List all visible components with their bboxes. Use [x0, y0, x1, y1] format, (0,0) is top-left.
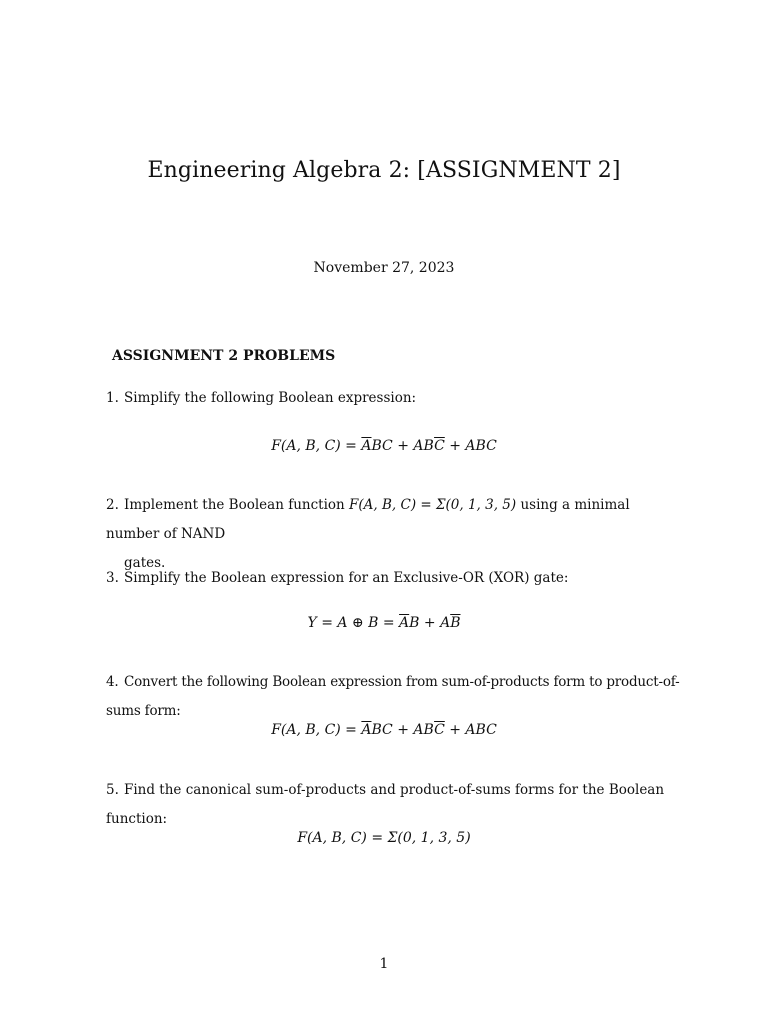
- document-title: Engineering Algebra 2: [ASSIGNMENT 2]: [147, 158, 621, 183]
- equation-term: B + A: [409, 615, 451, 631]
- problem-3-equation: [0, 615, 768, 631]
- equation-term: + ABC: [444, 722, 497, 738]
- overlined-term: $\overline{A}$: [361, 722, 372, 738]
- equation-lhs: F(A, B, C) =: [271, 722, 362, 738]
- problem-text: Implement the Boolean function: [124, 497, 350, 513]
- problem-text: Convert the following Boolean expression from sum-of-products form to product-of-sums form:: [106, 674, 680, 719]
- page-number: 1: [379, 956, 389, 972]
- problem-1: [106, 384, 686, 413]
- equation-term: BC + AB: [371, 438, 435, 454]
- document-date: November 27, 2023: [313, 260, 455, 276]
- problem-text: Find the canonical sum-of-products and product-of-sums forms for the Boolean function:: [106, 782, 665, 827]
- overlined-term: $\overline{B}$: [450, 615, 461, 631]
- equation-term: BC + AB: [371, 722, 435, 738]
- equation-lhs: F(A, B, C) =: [271, 438, 362, 454]
- problem-5: [106, 776, 706, 834]
- equation-term: + ABC: [444, 438, 497, 454]
- problem-number: 2.: [106, 497, 119, 513]
- overlined-term: $\overline{C}$: [434, 722, 445, 738]
- problem-text-continued: gates.: [124, 555, 166, 571]
- problem-5-equation: F(A, B, C) = Σ(0, 1, 3, 5): [297, 830, 471, 846]
- problem-3: [106, 564, 686, 593]
- overlined-term: $\overline{A}$: [399, 615, 410, 631]
- problem-text: Simplify the Boolean expression for an Exclusive-OR (XOR) gate:: [124, 570, 569, 586]
- section-heading: ASSIGNMENT 2 PROBLEMS: [112, 348, 336, 364]
- problem-number: 5.: [106, 782, 119, 798]
- problem-number: 3.: [106, 570, 119, 586]
- problem-4-equation: [0, 722, 768, 738]
- problem-4: [106, 668, 706, 726]
- problem-text: Simplify the following Boolean expression:: [124, 390, 417, 406]
- problem-number: 4.: [106, 674, 119, 690]
- inline-equation: F(A, B, C) = Σ(0, 1, 3, 5): [349, 497, 517, 513]
- equation-lhs: Y = A ⊕ B =: [307, 615, 400, 631]
- problem-1-equation: [0, 438, 768, 454]
- problem-text: using a minimal number of NAND: [106, 497, 630, 542]
- problem-number: 1.: [106, 390, 119, 406]
- overlined-term: $\overline{A}$: [361, 438, 372, 454]
- overlined-term: $\overline{C}$: [434, 438, 445, 454]
